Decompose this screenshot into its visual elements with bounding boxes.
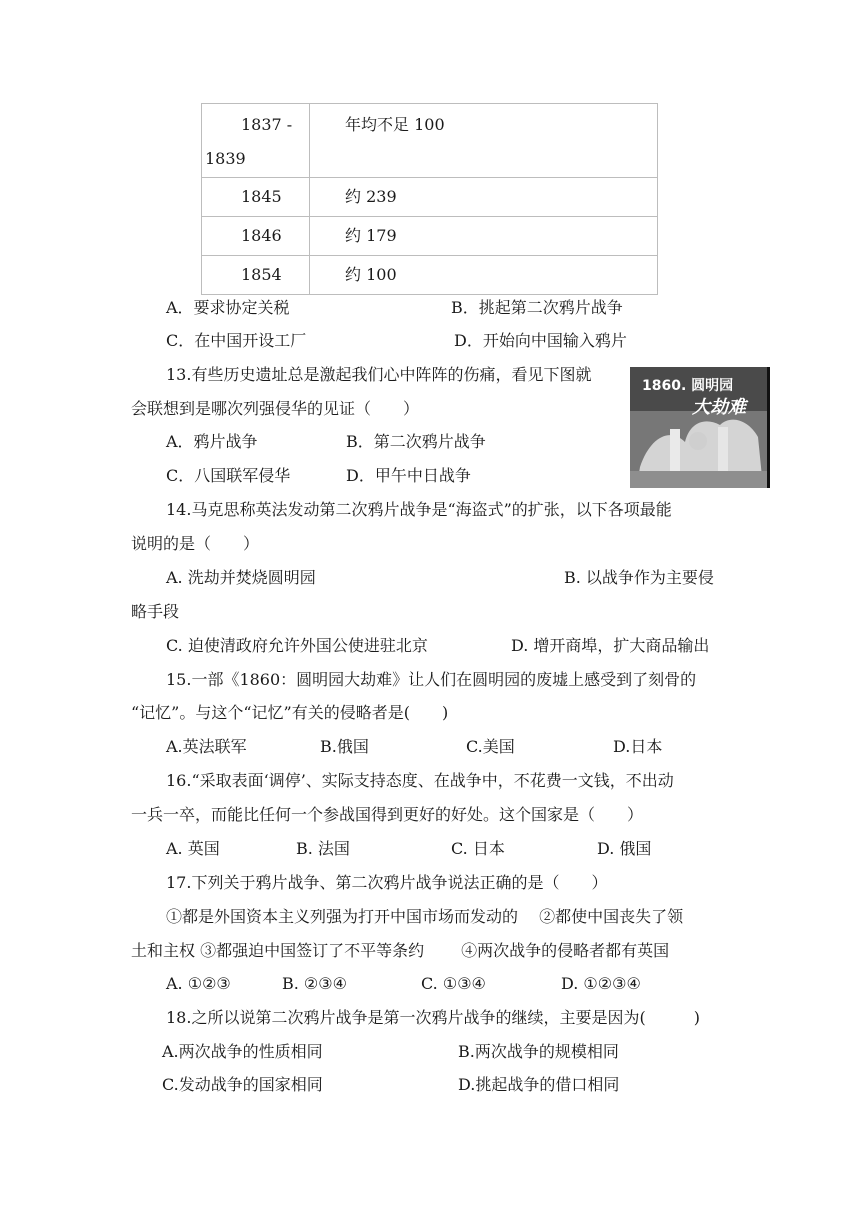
table-cell-year	[202, 104, 310, 178]
q12-option-a: A．要求协定关税	[166, 298, 290, 317]
q15-option-d: D.日本	[613, 737, 663, 756]
q16-stem-line-2: 一兵一卒，而能比任何一个参战国得到更好的好处。这个国家是（ ）	[131, 805, 644, 824]
year-text: 1845	[241, 187, 282, 206]
value-text: 约 179	[345, 226, 397, 245]
table-row	[202, 217, 658, 256]
table-cell-value	[310, 104, 658, 178]
q17-option-c: C. ①③④	[421, 974, 486, 993]
table-cell-year	[202, 256, 310, 295]
q16-option-c: C. 日本	[451, 839, 505, 858]
table-row	[202, 256, 658, 295]
year-line-2: 1839	[205, 149, 246, 168]
q13-option-c: C．八国联军侵华	[166, 466, 291, 485]
table-cell-value	[310, 256, 658, 295]
q14-stem-line-2: 说明的是（ ）	[131, 534, 260, 553]
q12-option-b: B．挑起第二次鸦片战争	[451, 298, 623, 317]
q15-stem-line-1: 15.一部《1860：圆明园大劫难》让人们在圆明园的废墟上感受到了刻骨的	[166, 670, 697, 689]
q16-option-a: A. 英国	[166, 839, 220, 858]
value-text: 约 100	[345, 265, 397, 284]
q13-option-b: B．第二次鸦片战争	[346, 432, 486, 451]
q16-option-b: B. 法国	[296, 839, 350, 858]
q17-stem: 17.下列关于鸦片战争、第二次鸦片战争说法正确的是（ ）	[166, 873, 608, 892]
table-cell-value	[310, 178, 658, 217]
q13-stem-line-2: 会联想到是哪次列强侵华的见证（ ）	[131, 399, 420, 418]
photo-border	[767, 367, 770, 488]
q18-option-b: B.两次战争的规模相同	[458, 1042, 619, 1061]
q12-option-d: D．开始向中国输入鸦片	[454, 331, 627, 350]
value-text: 约 239	[345, 187, 397, 206]
photo-title: 1860. 圆明园	[642, 378, 734, 394]
q12-option-c: C．在中国开设工厂	[166, 331, 307, 350]
year-text: 1854	[241, 265, 282, 284]
q17-option-a: A. ①②③	[166, 974, 231, 993]
q17-option-d: D. ①②③④	[561, 974, 641, 993]
table-cell-year	[202, 217, 310, 256]
q15-stem-line-2: “记忆”。与这个“记忆”有关的侵略者是( )	[131, 703, 449, 722]
yuanmingyuan-photo	[630, 367, 770, 488]
q14-option-c: C. 迫使清政府允许外国公使进驻北京	[166, 636, 428, 655]
data-table	[201, 103, 658, 295]
q18-stem: 18.之所以说第二次鸦片战争是第一次鸦片战争的继续，主要是因为( )	[166, 1008, 700, 1027]
table-cell-value	[310, 217, 658, 256]
q18-option-a: A.两次战争的性质相同	[162, 1042, 323, 1061]
q18-option-c: C.发动战争的国家相同	[162, 1075, 323, 1094]
table-row	[202, 104, 658, 178]
q14-option-b: B. 以战争作为主要侵	[564, 568, 714, 587]
q16-option-d: D. 俄国	[597, 839, 652, 858]
q13-option-d: D．甲午中日战争	[346, 466, 471, 485]
q14-option-b-continued: 略手段	[131, 602, 180, 621]
q15-option-c: C.美国	[466, 737, 515, 756]
q17-statements-line-2: 土和主权 ③都强迫中国签订了不平等条约 ④两次战争的侵略者都有英国	[131, 941, 670, 960]
table-cell-year	[202, 178, 310, 217]
q13-stem-line-1: 13.有些历史遗址总是激起我们心中阵阵的伤痛，看见下图就	[166, 365, 592, 384]
q17-statements-line-1: ①都是外国资本主义列强为打开中国市场而发动的 ②都使中国丧失了领	[166, 907, 684, 926]
q14-option-d: D. 增开商埠，扩大商品输出	[511, 636, 710, 655]
value-text: 年均不足 100	[345, 115, 445, 134]
q15-option-b: B.俄国	[320, 737, 369, 756]
photo-subtitle: 大劫难	[692, 397, 746, 418]
q18-option-d: D.挑起战争的借口相同	[458, 1075, 620, 1094]
table-row	[202, 178, 658, 217]
q14-stem-line-1: 14.马克思称英法发动第二次鸦片战争是“海盗式”的扩张，以下各项最能	[166, 500, 672, 519]
year-line-1: 1837 -	[241, 115, 293, 134]
q17-option-b: B. ②③④	[282, 974, 347, 993]
q14-option-a: A. 洗劫并焚烧圆明园	[166, 568, 316, 587]
q13-option-a: A．鸦片战争	[166, 432, 258, 451]
q16-stem-line-1: 16.“采取表面‘调停’、实际支持态度、在战争中，不花费一文钱，不出动	[166, 771, 674, 790]
year-text: 1846	[241, 226, 282, 245]
q15-option-a: A.英法联军	[166, 737, 247, 756]
